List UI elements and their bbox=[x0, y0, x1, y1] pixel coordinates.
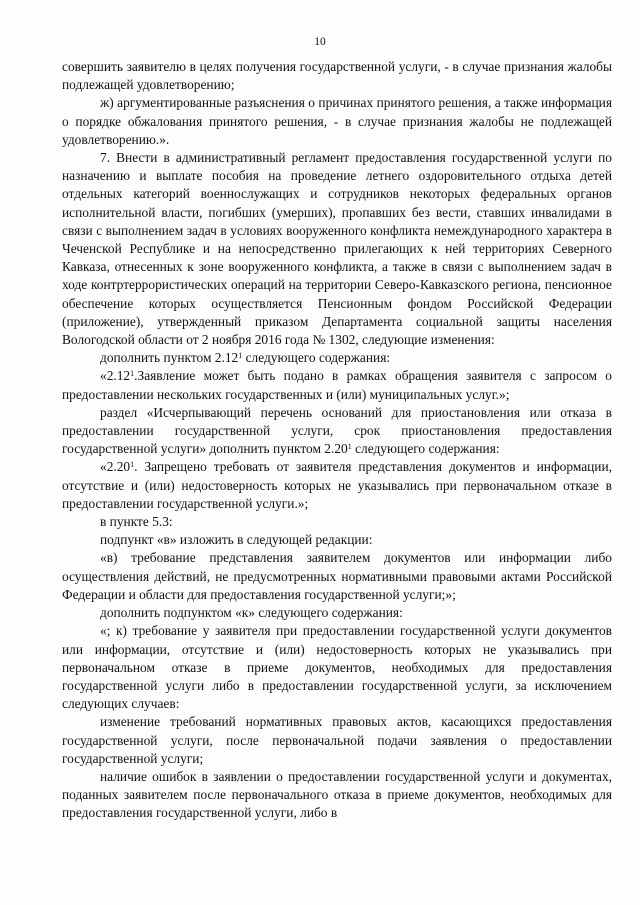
paragraph bbox=[62, 349, 612, 367]
superscript: 1 bbox=[238, 351, 243, 361]
superscript: 1 bbox=[130, 369, 135, 379]
paragraph-text: . Запрещено требовать от заявителя представления документов и информации, отсутствие и (или) недостоверность которых не указывались при первоначальном отказе в предоставлении государственной услуги.»; bbox=[62, 459, 612, 511]
paragraph: «; к) требование у заявителя при предоставлении государственной услуги документов или информации, отсутствие и (или) недостоверность которых не указывались при первоначальном отказе в приеме документов, необходимых для предоставления государственной услуги либо в предоставлении государственной услуги, за исключением следующих случаев: bbox=[62, 623, 612, 712]
paragraph: совершить заявителю в целях получения государственной услуги, - в случае признания жалобы подлежащей удовлетворению; bbox=[62, 59, 612, 93]
paragraph bbox=[62, 458, 612, 513]
paragraph bbox=[62, 367, 612, 403]
paragraph-text: .Заявление может быть подано в рамках обращения заявителя с запросом о предоставлении нескольких государственных и (или) муниципальных услуг.»; bbox=[62, 368, 612, 402]
document-body bbox=[62, 58, 612, 823]
paragraph bbox=[62, 404, 612, 459]
paragraph: дополнить подпунктом «к» следующего содержания: bbox=[100, 605, 403, 621]
paragraph-text: дополнить пунктом 2.12 bbox=[100, 350, 239, 366]
superscript: 1 bbox=[347, 442, 352, 452]
paragraph: 7. Внести в административный регламент предоставления государственной услуги по назначению и выплате пособия на проведение летнего оздоровительного отдыха детей отдельных категорий военнослужащих и сотрудников некоторых федеральных органов исполнительной власти, погибших (умерших), пропавших без вести, ставших инвалидами в связи с выполнением задач в условиях вооруженного конфликта немеждународного характера в Чеченской Республике и на непосредственно прилегающих к ней территориях Северного Кавказа, отнесенных к зоне вооруженного конфликта, а также в связи с выполнением задач в ходе контртеррористических операций на территории Северо-Кавказского региона, пенсионное обеспечение которых осуществляется Пенсионным фондом Российской Федерации (приложение), утвержденный приказом Департамента социальной защиты населения Вологодской области от 2 ноября 2016 года № 1302, следующие изменения: bbox=[62, 150, 612, 348]
paragraph: изменение требований нормативных правовых актов, касающихся предоставления государственной услуги, после первоначальной подачи заявления о предоставлении государственной услуги; bbox=[62, 714, 612, 766]
paragraph: наличие ошибок в заявлении о предоставлении государственной услуги и документах, поданных заявителем после первоначального отказа в приеме документов, необходимых для предоставления государственной услуги, либо в bbox=[62, 768, 612, 821]
paragraph-text: «2.20 bbox=[100, 459, 131, 475]
paragraph-text: «2.12 bbox=[100, 368, 131, 384]
paragraph: в пункте 5.3: bbox=[100, 514, 173, 530]
paragraph: ж) аргументированные разъяснения о причинах принятого решения, а также информация о порядке обжалования принятого решения, - в случае признания жалобы не подлежащей удовлетворению.». bbox=[62, 95, 612, 147]
paragraph: «в) требование представления заявителем документов или информации либо осуществления действий, не предусмотренных нормативными правовыми актами Российской Федерации и области для предоставления государственной услуги;»; bbox=[62, 550, 612, 602]
paragraph-text: следующего содержания: bbox=[351, 441, 500, 457]
superscript: 1 bbox=[130, 460, 135, 470]
paragraph: подпункт «в» изложить в следующей редакции: bbox=[100, 532, 373, 548]
paragraph-text: следующего содержания: bbox=[242, 350, 391, 366]
page-number: 10 bbox=[314, 36, 326, 48]
paragraph-text: раздел «Исчерпывающий перечень оснований для приостановления или отказа в предоставлении государственной услуги, срок приостановления предоставления государственной услуги» дополнить пунктом 2.20 bbox=[62, 404, 612, 457]
